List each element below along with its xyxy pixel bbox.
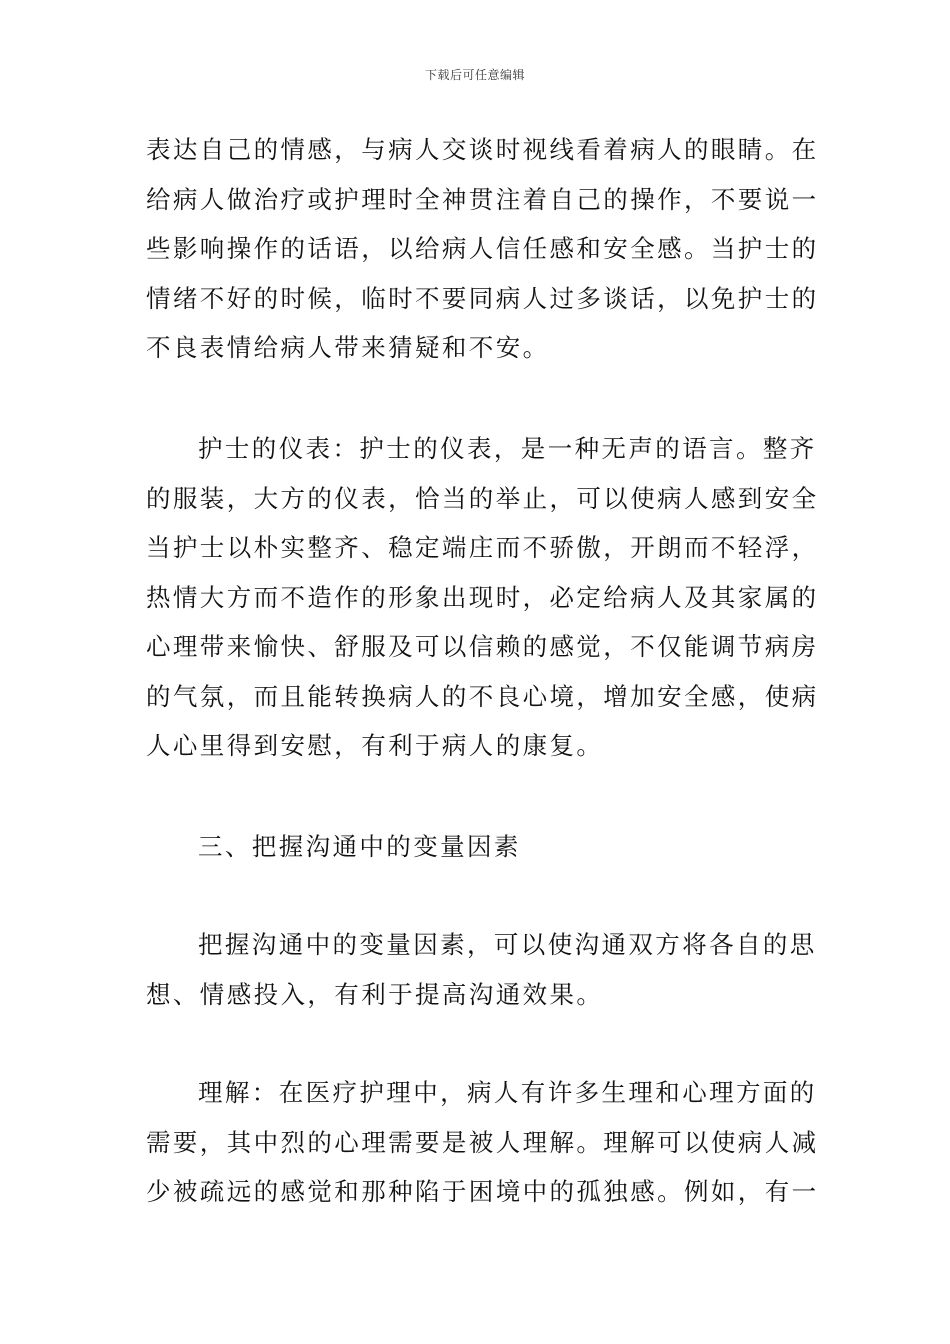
section-heading [146, 822, 806, 872]
paragraph-line: 理解：在医疗护理中，病人有许多生理和心理方面的 [198, 1078, 817, 1107]
paragraph-line: 需要，其中烈的心理需要是被人理解。理解可以使病人减 [146, 1127, 819, 1157]
paragraph-1 [146, 125, 819, 373]
paragraph-line: 心理带来愉快、舒服及可以信赖的感觉，不仅能调节病房 [146, 632, 819, 661]
paragraph-line: 把握沟通中的变量因素，可以使沟通双方将各自的思 [198, 930, 817, 959]
paragraph-line: 的气氛，而且能转换病人的不良心境，增加安全感，使病 [146, 681, 819, 711]
paragraph-2 [146, 424, 819, 771]
paragraph-line: 人心里得到安慰，有利于病人的康复。 [146, 731, 604, 760]
paragraph-line: 不良表情给病人带来猜疑和不安。 [146, 333, 550, 362]
paragraph-line: 的服装，大方的仪表，恰当的举止，可以使病人感到安全 [146, 483, 819, 513]
paragraph-4 [146, 1068, 819, 1217]
section-heading-text: 三、把握沟通中的变量因素 [198, 832, 521, 861]
paragraph-line: 护士的仪表：护士的仪表，是一种无声的语言。整齐 [198, 434, 817, 463]
paragraph-line: 给病人做治疗或护理时全神贯注着自己的操作，不要说一 [146, 184, 819, 214]
paragraph-3 [146, 920, 817, 1019]
paragraph-line: 想、情感投入，有利于提高沟通效果。 [146, 979, 604, 1009]
paragraph-line: 情绪不好的时候，临时不要同病人过多谈话，以免护士的 [146, 283, 819, 313]
paragraph-line: 当护士以朴实整齐、稳定端庄而不骄傲，开朗而不轻浮， [146, 533, 819, 562]
paragraph-line: 少被疏远的感觉和那种陷于困境中的孤独感。例如，有一 [146, 1177, 819, 1206]
paragraph-line: 些影响操作的话语，以给病人信任感和安全感。当护士的 [146, 234, 819, 263]
header-note: 下载后可任意编辑 [424, 68, 525, 82]
paragraph-line: 表达自己的情感，与病人交谈时视线看着病人的眼睛。在 [146, 135, 819, 164]
paragraph-line: 热情大方而不造作的形象出现时，必定给病人及其家属的 [146, 582, 819, 612]
